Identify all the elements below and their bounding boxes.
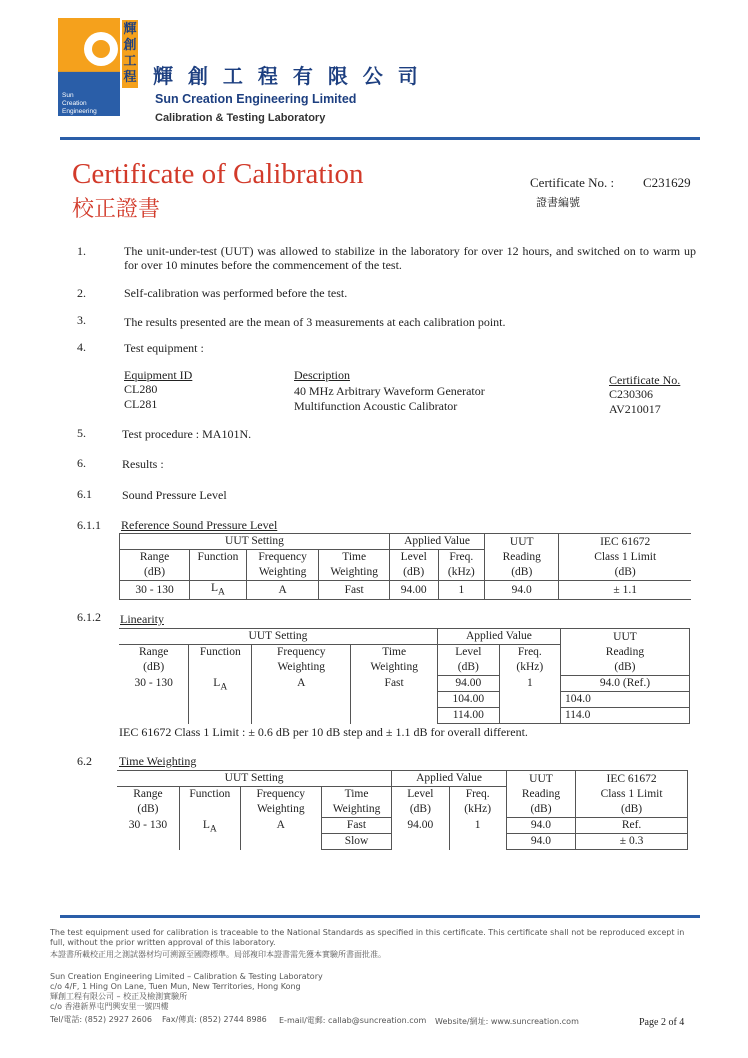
level-header: Level (dB) xyxy=(437,645,499,676)
certificate-title-chinese: 校正證書 xyxy=(72,197,161,222)
section-number: 6.1.1 xyxy=(77,518,101,532)
page-number: Page 2 of 4 xyxy=(639,1017,685,1028)
applied-value-header: Applied Value xyxy=(392,771,507,787)
linearity-table xyxy=(119,628,690,724)
freq-cell: 1 xyxy=(438,581,485,600)
item-number: 4. xyxy=(77,340,86,354)
reading-cell: 94.0 xyxy=(506,834,575,850)
freq-header: Freq. (kHz) xyxy=(438,550,485,581)
function-cell: $L_A$ xyxy=(179,818,240,850)
freq-header: Freq. (kHz) xyxy=(449,787,506,818)
time-weighting-header: Time Weighting xyxy=(351,645,438,676)
header-divider xyxy=(60,137,700,140)
equipment-description-header: Description xyxy=(294,368,350,382)
uut-setting-header: UUT Setting xyxy=(120,534,390,550)
section-number: 6.1.2 xyxy=(77,610,101,624)
section-title: Sound Pressure Level xyxy=(122,488,227,502)
section-title: Linearity xyxy=(120,612,164,626)
time-weighting-cell: Fast xyxy=(319,581,390,600)
uut-reading-header: UUT Reading (dB) xyxy=(506,771,575,818)
logo-wordmark: Sun Creation Engineering xyxy=(62,92,97,115)
frequency-weighting-cell: A xyxy=(252,676,351,724)
range-cell: 30 - 130 xyxy=(117,818,179,850)
range-header: Range (dB) xyxy=(119,645,189,676)
telephone: Tel/電話: (852) 2927 2606 xyxy=(50,1015,152,1024)
uut-setting-header: UUT Setting xyxy=(119,629,437,645)
applied-value-header: Applied Value xyxy=(437,629,560,645)
freq-cell: 1 xyxy=(499,676,560,724)
equipment-certificate: AV210017 xyxy=(609,402,661,416)
email-link[interactable]: E-mail/電郵: callab@suncreation.com xyxy=(279,1016,427,1025)
section-number: 6.1 xyxy=(77,487,92,501)
limit-cell: Ref. xyxy=(576,818,688,834)
frequency-weighting-header: Frequency Weighting xyxy=(252,645,351,676)
item-number: 1. xyxy=(77,244,86,258)
equipment-certificate-header: Certificate No. xyxy=(609,373,681,387)
applied-value-header: Applied Value xyxy=(389,534,484,550)
website-link[interactable]: Website/網址: www.suncreation.com xyxy=(435,1017,579,1026)
item-number: 5. xyxy=(77,426,86,440)
reading-cell: 104.0 xyxy=(560,692,689,708)
item-text: Test equipment : xyxy=(124,341,204,355)
fax: Fax/傳真: (852) 2744 8986 xyxy=(162,1015,267,1024)
level-cell: 104.00 xyxy=(437,692,499,708)
linearity-limit-note: IEC 61672 Class 1 Limit : ± 0.6 dB per 10 dB step and ± 1.1 dB for overall different. xyxy=(119,725,528,739)
time-weighting-cell: Slow xyxy=(321,834,391,850)
reading-cell: 114.0 xyxy=(560,708,689,724)
item-text: The unit-under-test (UUT) was allowed to stabilize in the laboratory for over 12 hours, and switched on to warm up for over 10 minutes before the commencement of the test. xyxy=(124,244,696,272)
item-text: The results presented are the mean of 3 measurements at each calibration point. xyxy=(124,315,506,329)
uut-reading-header: UUT Reading (dB) xyxy=(485,534,559,581)
range-cell: 30 - 130 xyxy=(120,581,190,600)
item-number: 2. xyxy=(77,286,86,300)
function-header: Function xyxy=(189,645,252,676)
function-cell: $L_A$ xyxy=(189,676,252,724)
certificate-number-label-chinese: 證書編號 xyxy=(536,196,580,209)
company-logo xyxy=(58,18,120,116)
time-weighting-table xyxy=(117,770,688,850)
time-weighting-header: Time Weighting xyxy=(321,787,391,818)
company-name-english: Sun Creation Engineering Limited xyxy=(155,92,357,106)
uut-reading-header: UUT Reading (dB) xyxy=(560,629,689,676)
item-text: Self-calibration was performed before the test. xyxy=(124,286,348,300)
certificate-title: Certificate of Calibration xyxy=(72,158,364,190)
certificate-number-label: Certificate No. : xyxy=(530,175,615,190)
frequency-weighting-cell: A xyxy=(246,581,319,600)
traceability-note-chinese: 本證書所載校正用之測試器材均可溯源至國際標準。局部複印本證書需先獲本實驗所書面批准。 xyxy=(50,950,386,959)
function-header: Function xyxy=(179,787,240,818)
company-name-chinese: 輝 創 工 程 有 限 公 司 xyxy=(153,64,422,88)
logo-vertical-chinese: 輝 創 工 程 xyxy=(122,20,138,88)
range-cell: 30 - 130 xyxy=(119,676,189,724)
footer-divider xyxy=(60,915,700,918)
range-header: Range (dB) xyxy=(117,787,179,818)
equipment-id-header: Equipment ID xyxy=(124,368,193,382)
freq-header: Freq. (kHz) xyxy=(499,645,560,676)
section-title: Time Weighting xyxy=(119,754,197,768)
certificate-number-value: C231629 xyxy=(643,175,691,190)
results-label: Results : xyxy=(122,457,164,471)
range-header: Range (dB) xyxy=(120,550,190,581)
logo-circle-inner xyxy=(92,40,110,58)
item-number: 3. xyxy=(77,313,86,327)
level-cell: 94.00 xyxy=(392,818,449,850)
item-number: 6. xyxy=(77,456,86,470)
test-procedure: Test procedure : MA101N. xyxy=(122,427,252,441)
freq-cell: 1 xyxy=(449,818,506,850)
equipment-id: CL280 xyxy=(124,382,158,396)
function-cell: $L_A$ xyxy=(190,581,247,600)
equipment-id: CL281 xyxy=(124,397,158,411)
frequency-weighting-cell: A xyxy=(240,818,321,850)
iec-limit-header: IEC 61672 Class 1 Limit (dB) xyxy=(559,534,691,581)
limit-cell: ± 1.1 xyxy=(559,581,691,600)
uut-setting-header: UUT Setting xyxy=(117,771,392,787)
section-title: Reference Sound Pressure Level xyxy=(121,518,278,532)
equipment-certificate: C230306 xyxy=(609,387,654,401)
address-block: Sun Creation Engineering Limited – Calibration & Testing Laboratory c/o 4/F, 1 Hing On Lane, Tuen Mun, New Territories, Hong Kong 輝創工程有限公司 – 校正及檢測實驗所 c/o 香港新界屯門興安里一號四樓 xyxy=(50,972,323,1011)
level-cell: 114.00 xyxy=(437,708,499,724)
frequency-weighting-header: Frequency Weighting xyxy=(240,787,321,818)
limit-cell: ± 0.3 xyxy=(576,834,688,850)
reading-cell: 94.0 xyxy=(485,581,559,600)
section-number: 6.2 xyxy=(77,754,92,768)
traceability-note: The test equipment used for calibration is traceable to the National Standards as specified in this certificate. This certificate shall not be reproduced except in full, without the prior written approval of this laboratory. xyxy=(50,928,685,947)
reading-cell: 94.0 xyxy=(506,818,575,834)
time-weighting-header: Time Weighting xyxy=(319,550,390,581)
time-weighting-cell: Fast xyxy=(321,818,391,834)
frequency-weighting-header: Frequency Weighting xyxy=(246,550,319,581)
equipment-description: 40 MHz Arbitrary Waveform Generator xyxy=(294,384,485,398)
function-header: Function xyxy=(190,550,247,581)
lab-name: Calibration & Testing Laboratory xyxy=(155,112,326,124)
level-cell: 94.00 xyxy=(389,581,438,600)
time-weighting-cell: Fast xyxy=(351,676,438,724)
level-cell: 94.00 xyxy=(437,676,499,692)
reference-spl-table xyxy=(119,533,691,600)
iec-limit-header: IEC 61672 Class 1 Limit (dB) xyxy=(576,771,688,818)
level-header: Level (dB) xyxy=(392,787,449,818)
reading-cell: 94.0 (Ref.) xyxy=(560,676,689,692)
equipment-description: Multifunction Acoustic Calibrator xyxy=(294,399,458,413)
level-header: Level (dB) xyxy=(389,550,438,581)
